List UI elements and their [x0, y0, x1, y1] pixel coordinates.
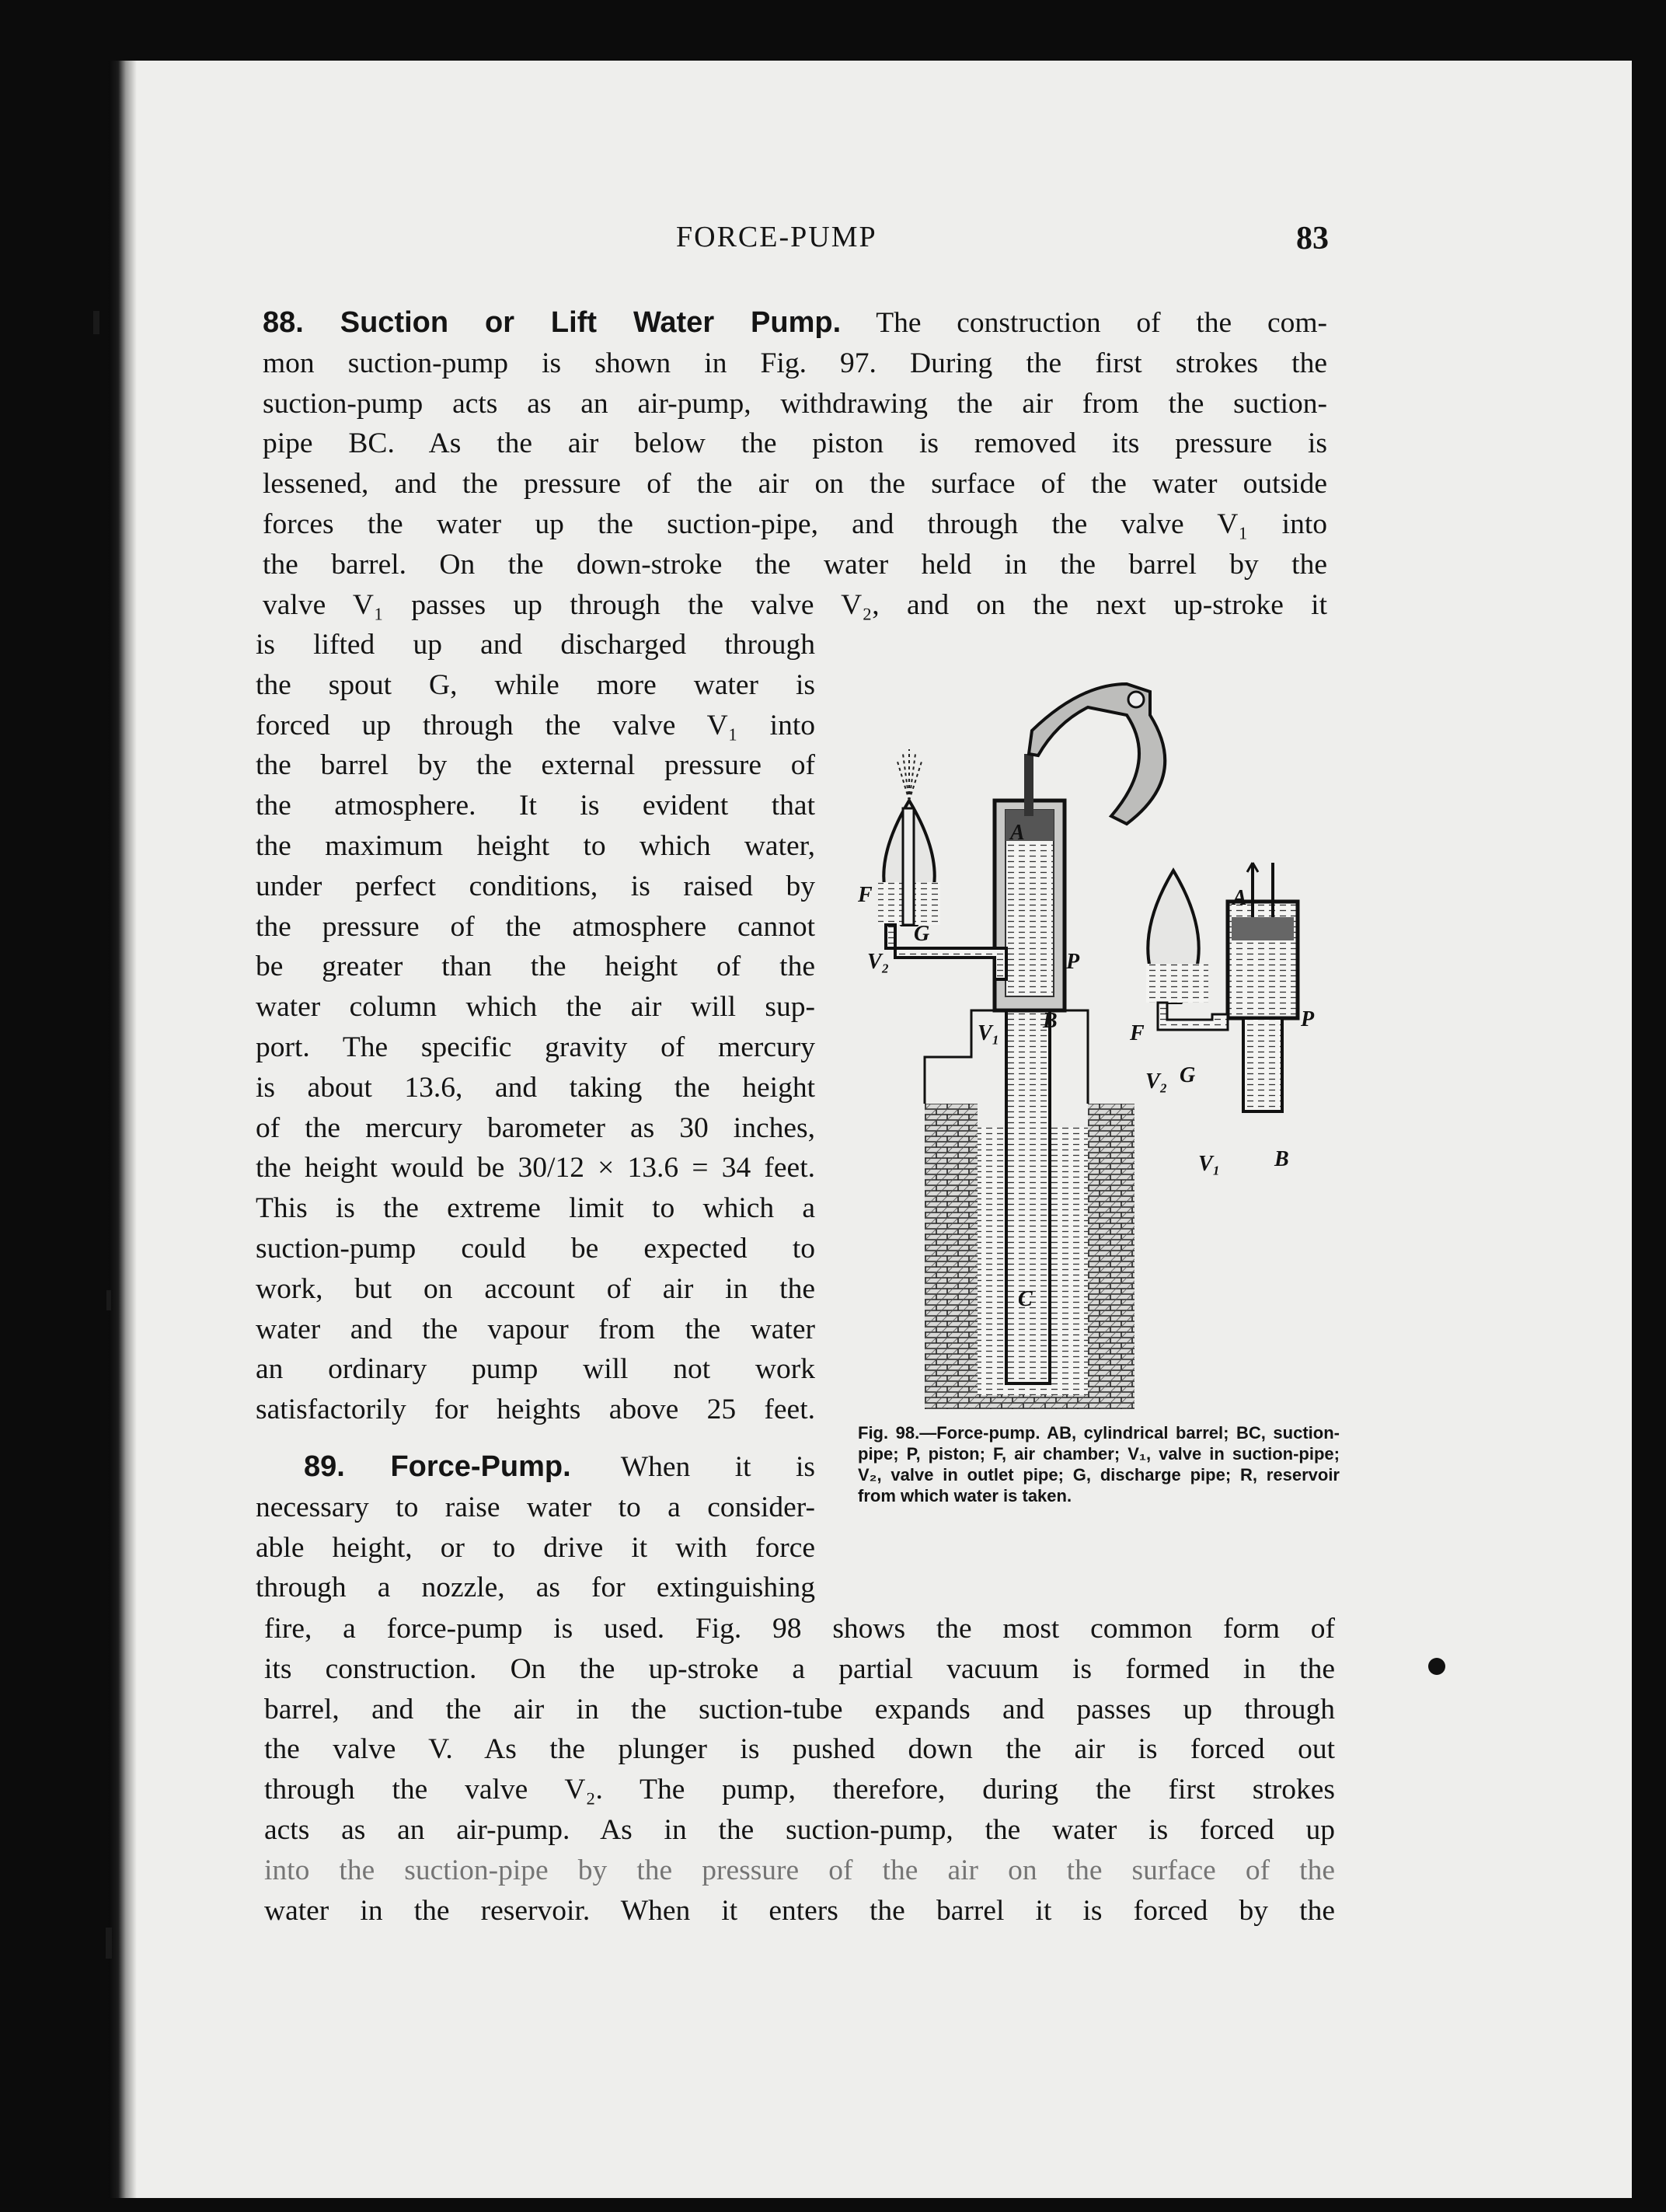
text-line: the valve V. As the plunger is pushed down the air is forced out — [264, 1733, 1335, 1766]
text-line: the atmosphere. It is evident that — [256, 790, 815, 822]
text-line — [263, 303, 1327, 344]
page-header — [256, 220, 1329, 267]
section-88-paragraph-top — [263, 303, 1327, 625]
text-line: under perfect conditions, is raised by — [256, 870, 815, 902]
text-line — [256, 1447, 815, 1488]
inset-outlet-pipe — [1158, 1003, 1228, 1030]
text-line: into the suction-pipe by the pressure of the air on the surface of the — [264, 1854, 1335, 1886]
label-inset-a: A — [1232, 886, 1247, 910]
piston-rod — [1024, 754, 1033, 816]
text-line: water column which the air will sup- — [256, 991, 815, 1024]
page-gutter — [109, 61, 126, 2198]
label-v2: V₂ — [867, 950, 890, 974]
inset-suction-pipe — [1243, 1018, 1282, 1111]
label-a: A — [1010, 821, 1025, 845]
page-number: 83 — [1296, 221, 1329, 256]
label-inset-p: P — [1301, 1007, 1315, 1031]
text-line: the spout G, while more water is — [256, 668, 815, 701]
label-c: C — [1018, 1287, 1033, 1311]
force-pump-figure — [855, 668, 1352, 1415]
text-line: is lifted up and discharged through — [256, 629, 815, 661]
section-88-heading: 88. Suction or Lift Water Pump. — [263, 306, 842, 339]
text-line: water in the reservoir. When it enters the barrel it is forced by the — [264, 1894, 1335, 1927]
running-title: FORCE-PUMP — [676, 221, 877, 253]
spine-mark — [93, 311, 99, 334]
text-line: the maximum height to which water, — [256, 829, 815, 862]
text-line: forces the water up the suction-pipe, and through the valve V₁ into — [263, 508, 1327, 540]
label-inset-g: G — [1180, 1063, 1196, 1087]
figure-caption: Fig. 98.—Force-pump. AB, cylindrical barrel; BC, suction-pipe; P, piston; F, air chamber; V₁, valve in suction-pipe; V₂, valve in outlet pipe; G, discharge pipe; R, reservoir from which water is taken. — [858, 1423, 1340, 1505]
text-line: mon suction-pump is shown in Fig. 97. During the first strokes the — [263, 347, 1327, 379]
label-f: F — [858, 883, 873, 907]
label-inset-v1: V₁ — [1198, 1152, 1221, 1176]
discharge-pipe — [903, 808, 914, 925]
text-line: the barrel by the external pressure of — [256, 749, 815, 782]
label-inset-f: F — [1130, 1021, 1145, 1045]
spine-mark — [106, 1290, 111, 1310]
text-line: water and the vapour from the water — [256, 1313, 815, 1345]
inset-chamber-water — [1146, 964, 1208, 1003]
text-line: acts as an air-pump. As in the suction-pump, the water is forced up — [264, 1813, 1335, 1846]
text-line: able height, or to drive it with force — [256, 1531, 815, 1564]
text-line: work, but on account of air in the — [256, 1272, 815, 1305]
text-line: of the mercury barometer as 30 inches, — [256, 1111, 815, 1144]
text-line: is about 13.6, and taking the height — [256, 1071, 815, 1104]
text-line: the height would be 30/12 × 13.6 = 34 feet. — [256, 1152, 815, 1185]
label-inset-b: B — [1274, 1147, 1289, 1171]
page-gutter-shadow — [126, 61, 137, 2198]
section-89-heading: 89. Force-Pump. — [304, 1450, 571, 1483]
text-fragment: When it is — [620, 1451, 816, 1483]
text-line: the barrel. On the down-stroke the water held in the barrel by the — [263, 548, 1327, 581]
water-spray — [897, 749, 922, 801]
text-line: barrel, and the air in the suction-tube expands and passes up through — [264, 1693, 1335, 1725]
reservoir-wall-right — [1088, 1104, 1134, 1407]
text-line: necessary to raise water to a consider- — [256, 1491, 815, 1523]
text-line: pipe BC. As the air below the piston is removed its pressure is — [263, 427, 1327, 460]
reservoir-floor — [925, 1395, 1134, 1409]
text-line: forced up through the valve V₁ into — [256, 709, 815, 741]
spine-mark — [106, 1928, 112, 1959]
text-line: the pressure of the atmosphere cannot — [256, 910, 815, 943]
label-g: G — [914, 922, 930, 946]
text-line: an ordinary pump will not work — [256, 1353, 815, 1386]
text-line: fire, a force-pump is used. Fig. 98 shows the most common form of — [264, 1613, 1335, 1645]
text-line: port. The specific gravity of mercury — [256, 1031, 815, 1063]
label-p: P — [1066, 950, 1080, 974]
text-line: through the valve V₂. The pump, therefore, during the first strokes — [264, 1774, 1335, 1806]
text-line: be greater than the height of the — [256, 951, 815, 983]
outlet-pipe — [886, 925, 1006, 979]
suction-pipe — [1006, 1003, 1050, 1383]
text-line: its construction. On the up-stroke a partial vacuum is formed in the — [264, 1652, 1335, 1685]
section-89-paragraph-column — [256, 1447, 815, 1608]
section-88-paragraph-column — [256, 625, 815, 1430]
label-b: B — [1043, 1009, 1058, 1033]
handle-pivot — [1128, 692, 1144, 707]
text-line: suction-pump acts as an air-pump, withdrawing the air from the suction- — [263, 387, 1327, 420]
text-line: through a nozzle, as for extinguishing — [256, 1572, 815, 1604]
label-v1: V₁ — [978, 1021, 1000, 1045]
text-line: suction-pump could be expected to — [256, 1232, 815, 1265]
text-line: valve V₁ passes up through the valve V₂, and on the next up-stroke it — [263, 588, 1327, 621]
inset-piston — [1232, 917, 1294, 940]
text-fragment: The construction of the com- — [876, 307, 1327, 339]
text-line: lessened, and the pressure of the air on the surface of the water outside — [263, 468, 1327, 501]
reservoir-wall-left — [925, 1104, 978, 1407]
label-inset-v2: V₂ — [1145, 1069, 1168, 1094]
text-line: satisfactorily for heights above 25 feet. — [256, 1394, 815, 1426]
section-89-paragraph-bottom — [264, 1609, 1335, 1931]
margin-dot — [1428, 1658, 1445, 1675]
text-line: This is the extreme limit to which a — [256, 1192, 815, 1225]
